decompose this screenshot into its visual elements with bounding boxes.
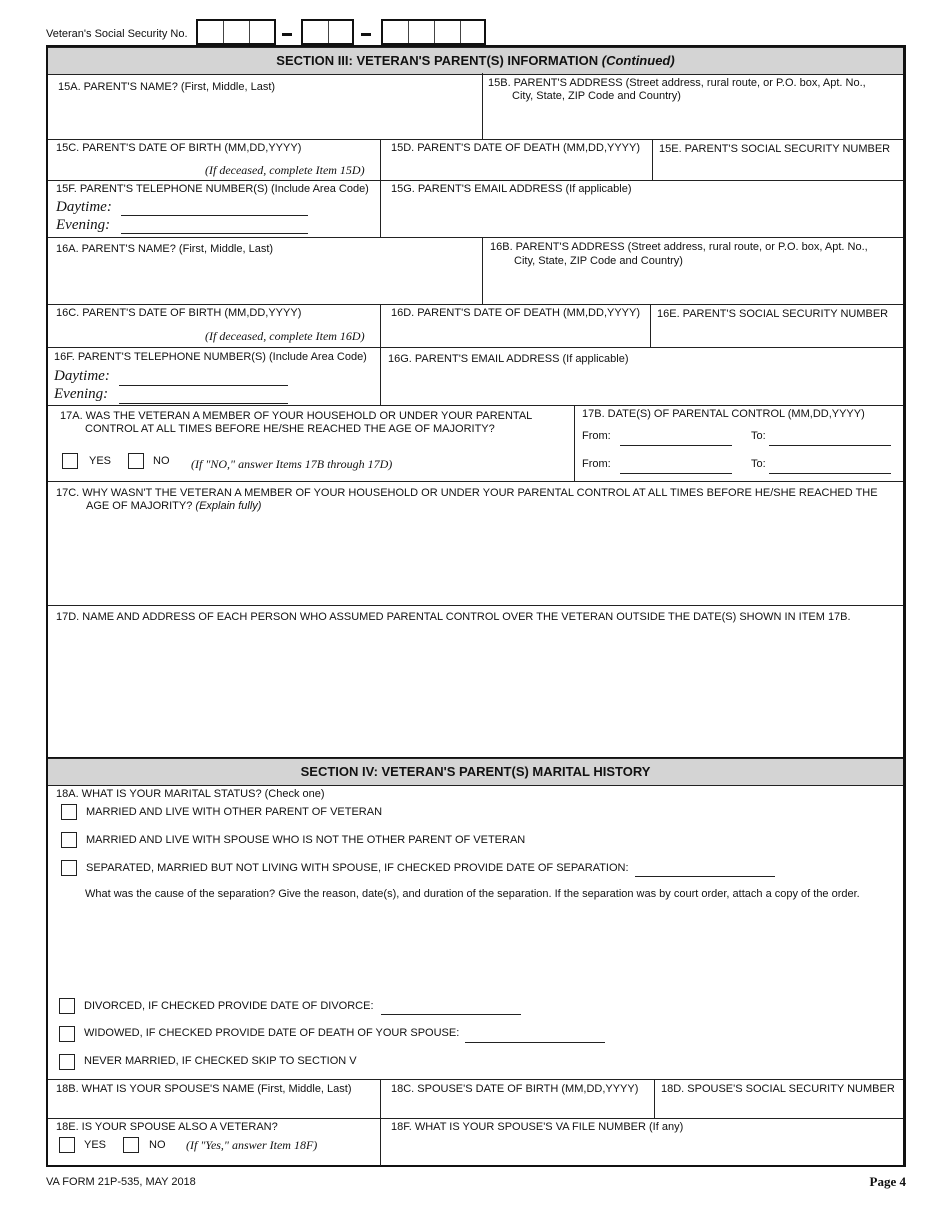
q18a-married-other-parent-label: MARRIED AND LIVE WITH OTHER PARENT OF VETERAN [86,806,383,818]
q18a-spouse-death-date-input[interactable] [465,1042,605,1043]
q17b-from-input-1[interactable] [620,445,732,446]
q18a-separation-cause-prompt: What was the cause of the separation? Give the reason, date(s), and duration of the separation. If the separation was by court order, attach a copy of the order. [85,888,860,900]
q18b-spouse-name-input[interactable] [50,1097,376,1115]
q16f-daytime-input[interactable] [119,385,288,386]
q17a-label-cont: CONTROL AT ALL TIMES BEFORE HE/SHE REACHED THE AGE OF MAJORITY? [85,423,495,435]
q18a-separated-checkbox[interactable] [61,860,77,876]
q18a-never-married-label: NEVER MARRIED, IF CHECKED SKIP TO SECTION V [84,1055,357,1067]
q18e-yes-checkbox[interactable] [59,1137,75,1153]
q15c-note: (If deceased, complete Item 15D) [205,163,365,177]
q18a-married-spouse-checkbox[interactable] [61,832,77,848]
q17b-to-input-1[interactable] [769,445,891,446]
q17b-from-label-2: From: [582,458,611,470]
q17a-yes-label: YES [89,455,112,467]
q16e-ssn-input[interactable] [654,322,900,344]
q15b-label: 15B. PARENT'S ADDRESS (Street address, rural route, or P.O. box, Apt. No., [488,77,866,89]
q16g-email-input[interactable] [384,368,900,402]
q15e-label: 15E. PARENT'S SOCIAL SECURITY NUMBER [659,143,891,155]
q18f-va-file-input[interactable] [384,1136,900,1162]
q18f-label: 18F. WHAT IS YOUR SPOUSE'S VA FILE NUMBER (If any) [391,1121,684,1133]
q18a-never-married-checkbox[interactable] [59,1054,75,1070]
q16g-label: 16G. PARENT'S EMAIL ADDRESS (If applicable) [388,353,629,365]
q16f-daytime-label: Daytime: [54,368,110,384]
q15d-label: 15D. PARENT'S DATE OF DEATH (MM,DD,YYYY) [391,142,641,154]
ssn-dash [361,33,371,36]
q17a-note: (If "NO," answer Items 17B through 17D) [191,457,393,471]
q16b-label: 16B. PARENT'S ADDRESS (Street address, rural route, or P.O. box, Apt. No., [490,241,868,253]
q16f-label: 16F. PARENT'S TELEPHONE NUMBER(S) (Include Area Code) [54,351,367,363]
q18e-note: (If "Yes," answer Item 18F) [186,1138,318,1152]
q16d-label: 16D. PARENT'S DATE OF DEATH (MM,DD,YYYY) [391,307,641,319]
q15f-evening-input[interactable] [121,233,308,234]
q18e-no-checkbox[interactable] [123,1137,139,1153]
q18e-label: 18E. IS YOUR SPOUSE ALSO A VETERAN? [56,1121,278,1133]
q17a-no-label: NO [153,455,170,467]
q17d-names-input[interactable] [50,628,902,754]
q18a-married-spouse-label: MARRIED AND LIVE WITH SPOUSE WHO IS NOT THE OTHER PARENT OF VETERAN [86,834,526,846]
q18d-label: 18D. SPOUSE'S SOCIAL SECURITY NUMBER [661,1083,895,1095]
q18a-separation-date-input[interactable] [635,876,775,877]
q15f-daytime-input[interactable] [121,215,308,216]
q16f-evening-input[interactable] [119,403,288,404]
q17a-label: 17A. WAS THE VETERAN A MEMBER OF YOUR HOUSEHOLD OR UNDER YOUR PARENTAL [60,410,533,422]
q15f-label: 15F. PARENT'S TELEPHONE NUMBER(S) (Include Area Code) [56,183,369,195]
q18a-divorced-checkbox[interactable] [59,998,75,1014]
section3-header: SECTION III: VETERAN'S PARENT(S) INFORMATION (Continued) [48,47,903,75]
page-number: Page 4 [869,1174,906,1189]
q15e-ssn-input[interactable] [656,156,900,178]
q15g-email-input[interactable] [384,198,900,234]
q17d-label: 17D. NAME AND ADDRESS OF EACH PERSON WHO ASSUMED PARENTAL CONTROL OVER THE VETERAN OUTSIDE THE DATE(S) SHOWN IN ITEM 17B. [56,611,851,623]
q18a-separation-cause-input[interactable] [84,904,900,992]
ssn-part1-input[interactable] [196,19,276,45]
ssn-part2-input[interactable] [301,19,354,45]
q18d-spouse-ssn-input[interactable] [658,1097,900,1115]
q18a-widowed-checkbox[interactable] [59,1026,75,1042]
q16e-label: 16E. PARENT'S SOCIAL SECURITY NUMBER [657,308,889,320]
q17b-from-label-1: From: [582,430,611,442]
ssn-part3-input[interactable] [381,19,486,45]
q17a-yes-checkbox[interactable] [62,453,78,469]
q18a-divorced-label: DIVORCED, IF CHECKED PROVIDE DATE OF DIVORCE: [84,1000,374,1012]
q15c-label: 15C. PARENT'S DATE OF BIRTH (MM,DD,YYYY) [56,142,302,154]
q17b-to-input-2[interactable] [769,473,891,474]
q17a-no-checkbox[interactable] [128,453,144,469]
q15a-label: 15A. PARENT'S NAME? (First, Middle, Last) [58,81,276,93]
q16a-name-input[interactable] [50,260,478,300]
form-id: VA FORM 21P-535, MAY 2018 [46,1176,196,1188]
section4-header: SECTION IV: VETERAN'S PARENT(S) MARITAL HISTORY [48,758,903,786]
q18c-spouse-dob-input[interactable] [384,1097,650,1115]
q15b-address-input[interactable] [486,104,900,136]
q16d-date-input[interactable] [384,322,646,344]
q17b-to-label-1: To: [751,430,766,442]
q18e-no-label: NO [149,1139,166,1151]
q17c-label-cont: AGE OF MAJORITY? (Explain fully) [86,500,262,512]
q18a-widowed-label: WIDOWED, IF CHECKED PROVIDE DATE OF DEATH OF YOUR SPOUSE: [84,1027,460,1039]
q17b-label: 17B. DATE(S) OF PARENTAL CONTROL (MM,DD,YYYY) [582,408,865,420]
q15b-label-cont: City, State, ZIP Code and Country) [512,90,681,102]
q18c-label: 18C. SPOUSE'S DATE OF BIRTH (MM,DD,YYYY) [391,1083,639,1095]
q18a-married-other-parent-checkbox[interactable] [61,804,77,820]
q15f-daytime-label: Daytime: [56,199,112,215]
q18e-yes-label: YES [84,1139,107,1151]
q17c-explanation-input[interactable] [50,516,902,602]
q15a-name-input[interactable] [50,98,478,136]
q18a-separated-label: SEPARATED, MARRIED BUT NOT LIVING WITH SPOUSE, IF CHECKED PROVIDE DATE OF SEPARATION: [86,862,629,874]
q18b-label: 18B. WHAT IS YOUR SPOUSE'S NAME (First, Middle, Last) [56,1083,352,1095]
ssn-label: Veteran's Social Security No. [46,28,188,40]
q18a-label: 18A. WHAT IS YOUR MARITAL STATUS? (Check one) [56,788,325,800]
q16f-evening-label: Evening: [54,386,109,402]
q17b-to-label-2: To: [751,458,766,470]
q15d-date-input[interactable] [384,156,648,178]
q18a-divorce-date-input[interactable] [381,1014,521,1015]
q16c-label: 16C. PARENT'S DATE OF BIRTH (MM,DD,YYYY) [56,307,302,319]
q17c-label: 17C. WHY WASN'T THE VETERAN A MEMBER OF YOUR HOUSEHOLD OR UNDER YOUR PARENTAL CONTROL AT ALL TIMES BEFORE HE/SHE REACHED THE [56,487,878,499]
q16a-label: 16A. PARENT'S NAME? (First, Middle, Last) [56,243,274,255]
q15g-label: 15G. PARENT'S EMAIL ADDRESS (If applicable) [391,183,632,195]
q16b-label-cont: City, State, ZIP Code and Country) [514,255,683,267]
q16b-address-input[interactable] [486,270,900,300]
q16c-note: (If deceased, complete Item 16D) [205,329,365,343]
ssn-dash [282,33,292,36]
q17b-from-input-2[interactable] [620,473,732,474]
q15f-evening-label: Evening: [56,217,111,233]
